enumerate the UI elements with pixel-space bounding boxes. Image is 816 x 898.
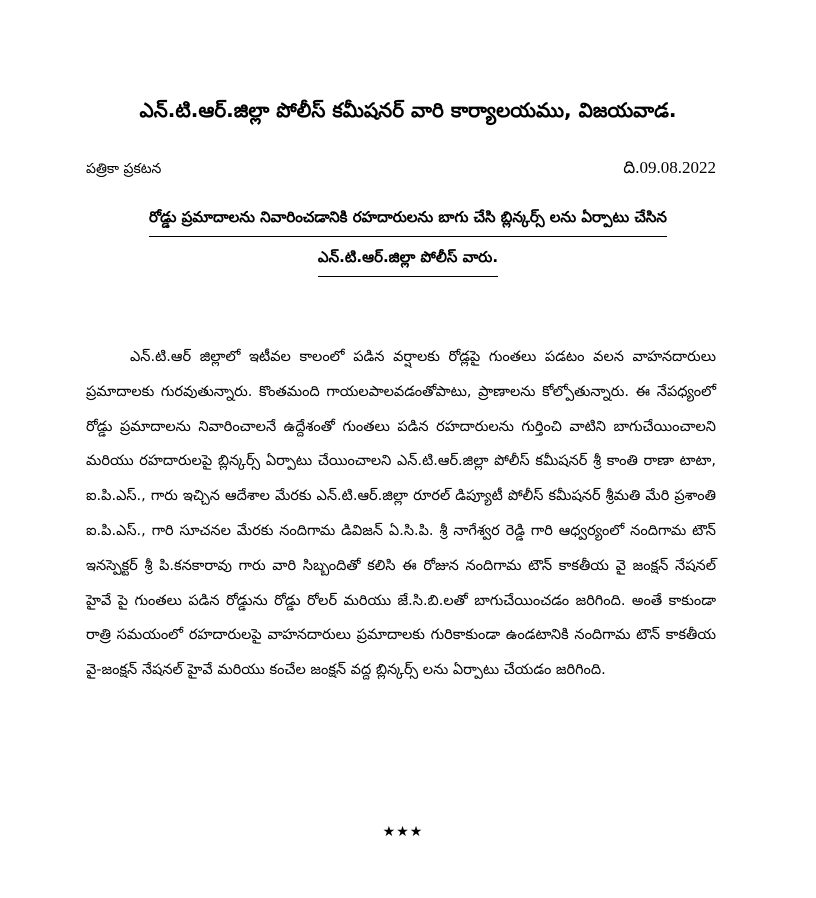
press-note-label: పత్రికా ప్రకటన xyxy=(86,161,162,177)
end-stars: ★★★ xyxy=(382,824,424,840)
office-heading: ఎన్.టి.ఆర్.జిల్లా పోలీస్ కమీషనర్ వారి కార్యాలయము, విజయవాడ. xyxy=(139,98,677,122)
subject-line-1-text: రోడ్డు ప్రమాదాలను నివారించడానికి రహదారులను బాగు చేసి బ్లిన్కర్స్ లను ఏర్పాటు చేసిన xyxy=(149,204,667,237)
subject-line-2 xyxy=(60,244,756,277)
release-date: ది.09.08.2022 xyxy=(623,158,716,177)
body-paragraph: ఎన్.టి.ఆర్ జిల్లాలో ఇటీవల కాలంలో పడిన వర్షాలకు రోడ్లపై గుంతలు పడటం వలన వాహనదారులు ప్రమాదాలకు గురవుతున్నారు. కొంతమంది గాయలపాలవడంతోపాటు, ప్రాణాలను కోల్పోతున్నారు. ఈ నేపధ్యంలో రోడ్డు ప్రమాదాలను నివారించాలనే ఉద్దేశంతో గుంతలు పడిన రహదారులను గుర్తించి వాటిని బాగుచేయించాలని మరియు రహదారులపై బ్లిన్కర్స్ ఏర్పాటు చేయించాలని ఎన్.టి.ఆర్.జిల్లా పోలీస్ కమీషనర్ శ్రీ కాంతి రాణా టాటా, ఐ.పి.ఎస్., గారు ఇచ్చిన ఆదేశాల మేరకు ఎన్.టి.ఆర్.జిల్లా రూరల్ డిప్యూటీ పోలీస్ కమీషనర్ శ్రీమతి మేరి ప్రశాంతి ఐ.పి.ఎస్., గారి సూచనల మేరకు నందిగామ డివిజన్ ఏ.సి.పి. శ్రీ నాగేశ్వర రెడ్డి గారి ఆధ్వర్యంలో నందిగామ టౌన్ ఇనస్పెక్టర్ శ్రీ పి.కనకారావు గారు వారి సిబ్బందితో కలిసి ఈ రోజున నందిగామ టౌన్ కాకతీయ వై జంక్షన్ నేషనల్ హైవే పై గుంతలు పడిన రోడ్డును రోడ్డు రోలర్ మరియు జే.సి.బి.లతో బాగుచేయించడం జరిగింది. అంతే కాకుండా రాత్రి సమయంలో రహదారులపై వాహనదారులు ప్రమాదాలకు గురికాకుండా ఉండటానికి నందిగామ టౌన్ కాకతీయ వై-జంక్షన్ నేషనల్ హైవే మరియు కంచేల జంక్షన్ వద్ద బ్లిన్కర్స్ లను ఏర్పాటు చేయడం జరిగింది. xyxy=(86,349,716,679)
subject-line-2-text: ఎన్.టి.ఆర్.జిల్లా పోలీస్ వారు. xyxy=(318,244,498,277)
subject-line-1 xyxy=(60,204,756,237)
